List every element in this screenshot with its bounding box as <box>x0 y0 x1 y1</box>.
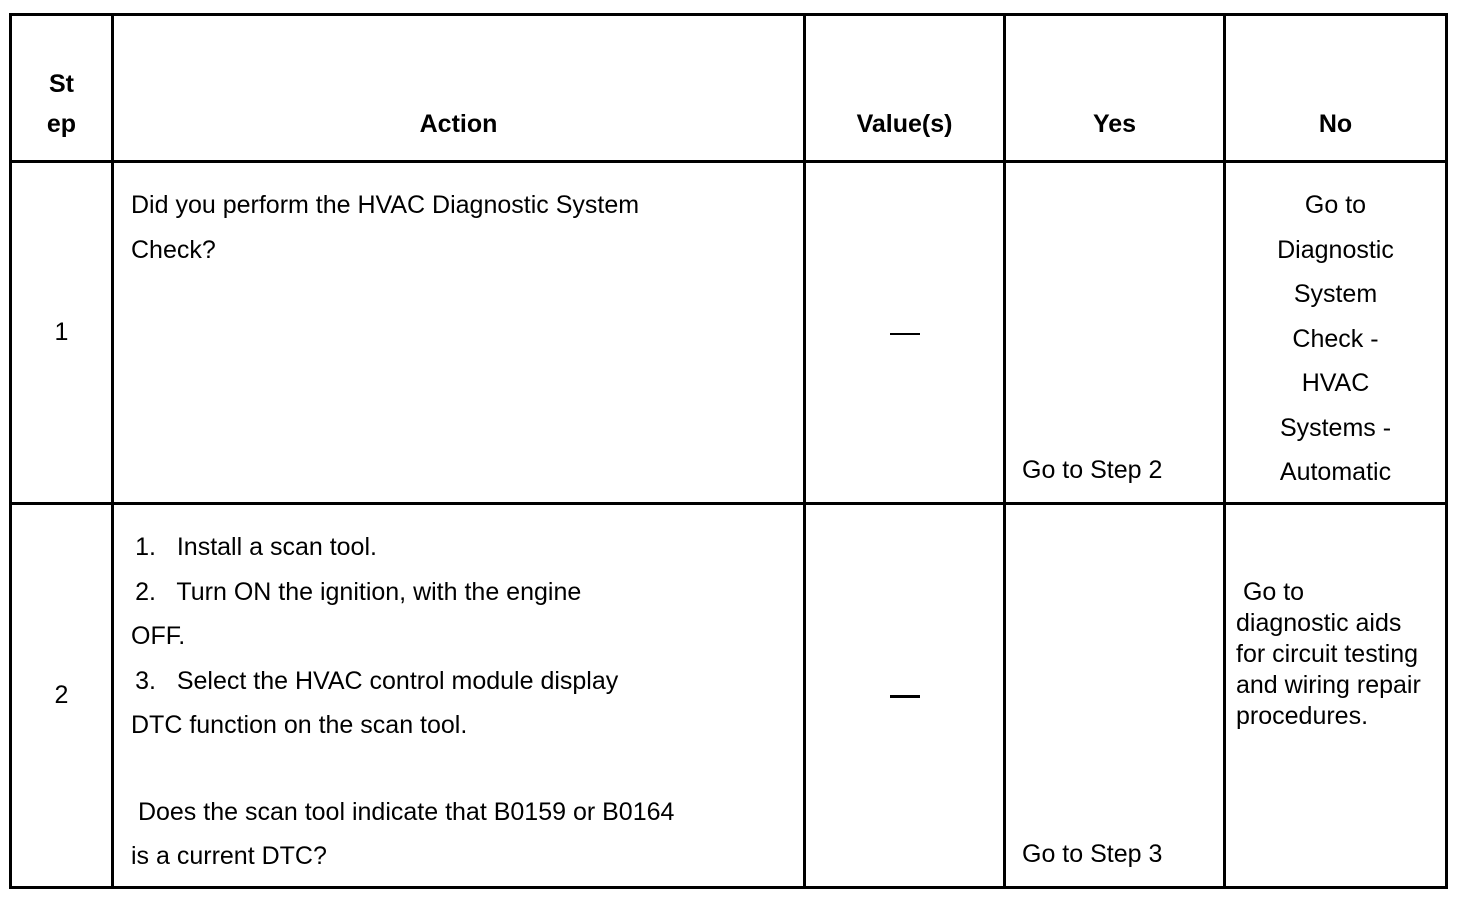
action-line: Check? <box>131 235 216 264</box>
diagnostic-table <box>9 13 1448 889</box>
header-no: No <box>1225 15 1447 162</box>
yes-cell: Go to Step 2 <box>1005 162 1225 504</box>
item-number: 2. <box>135 577 156 606</box>
item-number: 1. <box>135 533 156 561</box>
action-line: Did you perform the HVAC Diagnostic System <box>131 191 640 219</box>
header-yes: Yes <box>1005 15 1225 162</box>
no-line: Systems - <box>1279 413 1392 442</box>
table-row <box>11 504 1447 888</box>
no-line: diagnostic aids <box>1236 609 1402 637</box>
action-item <box>131 570 803 615</box>
spacer <box>131 748 803 790</box>
header-step <box>11 15 113 162</box>
no-line: Check - <box>1292 324 1379 353</box>
table-row <box>11 162 1447 504</box>
header-action: Action <box>113 15 805 162</box>
value-dash <box>890 333 920 335</box>
action-cell <box>113 162 805 504</box>
no-line: Go to <box>1236 578 1305 606</box>
step-number: 1 <box>11 162 113 504</box>
header-values: Value(s) <box>805 15 1005 162</box>
action-item <box>131 525 803 570</box>
no-line: System <box>1293 280 1378 308</box>
value-cell <box>805 162 1005 504</box>
value-dash <box>890 695 920 698</box>
action-cell <box>113 504 805 888</box>
no-line: for circuit testing <box>1236 640 1419 668</box>
no-line: and wiring repair <box>1236 671 1421 699</box>
no-line: Diagnostic <box>1277 235 1394 264</box>
no-line: Go to <box>1304 191 1367 219</box>
header-step-line-2: ep <box>46 110 77 138</box>
item-number: 3. <box>135 666 156 695</box>
action-item-continuation: OFF. <box>131 622 186 650</box>
item-text: Turn ON the ignition, with the engine <box>176 577 582 606</box>
no-cell <box>1225 162 1447 504</box>
item-text: Install a scan tool. <box>176 533 377 561</box>
action-item-continuation: DTC function on the scan tool. <box>131 711 468 739</box>
no-line: Automatic <box>1279 458 1392 486</box>
value-cell <box>805 504 1005 888</box>
question-line: Does the scan tool indicate that B0159 or B0164 <box>131 797 675 826</box>
header-row <box>11 15 1447 162</box>
item-text: Select the HVAC control module display <box>176 666 619 695</box>
action-item <box>131 659 803 704</box>
no-cell <box>1225 504 1447 888</box>
no-line: procedures. <box>1236 702 1369 730</box>
header-step-line-1: St <box>49 70 74 98</box>
step-number: 2 <box>11 504 113 888</box>
yes-cell: Go to Step 3 <box>1005 504 1225 888</box>
question-line: is a current DTC? <box>131 842 327 870</box>
no-line: HVAC <box>1301 369 1370 397</box>
